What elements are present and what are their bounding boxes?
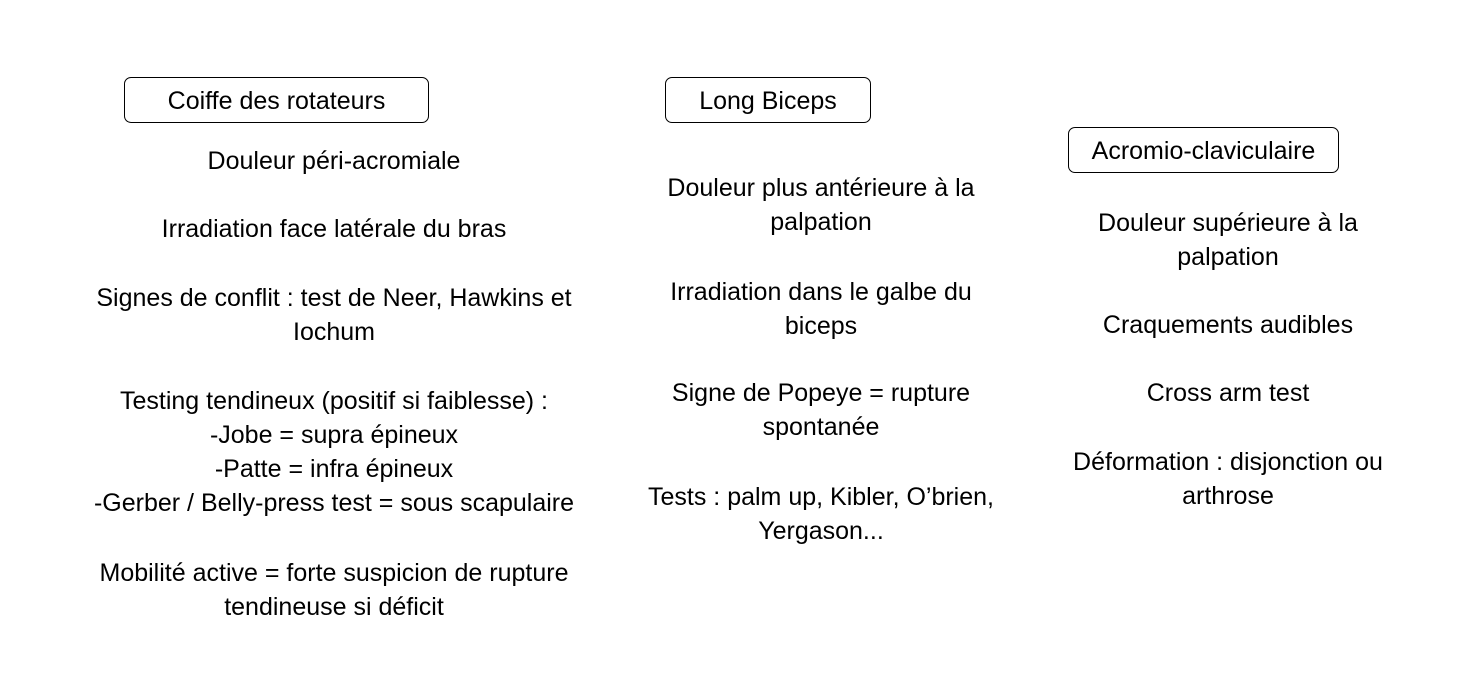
item-cross-arm-test: [1147, 376, 1310, 410]
text-line: -Patte = infra épineux: [214, 455, 454, 483]
text-line: Cross arm test: [1146, 379, 1310, 407]
text-line: Irradiation dans le galbe du: [670, 278, 972, 306]
text-line: Irradiation face latérale du bras: [161, 215, 507, 243]
text-line: biceps: [784, 312, 858, 340]
text-line: tendineuse si déficit: [224, 593, 444, 621]
text-line: arthrose: [1182, 482, 1274, 510]
text-line: Testing tendineux (positif si faiblesse) :: [120, 387, 548, 415]
item-testing-tendineux: [94, 384, 574, 520]
text-line: Tests : palm up, Kibler, O’brien,: [648, 483, 994, 511]
title-acromio-claviculaire: Acromio-claviculaire: [1068, 127, 1339, 173]
title-long-biceps: Long Biceps: [665, 77, 871, 123]
column-coiffe-des-rotateurs: [0, 0, 660, 690]
item-signes-de-conflit: [96, 281, 571, 349]
text-line: palpation: [770, 208, 872, 236]
text-line: Douleur supérieure à la: [1098, 209, 1358, 237]
text-line: Yergason...: [758, 517, 884, 545]
item-craquements-audibles: [1103, 308, 1353, 342]
text-line: -Jobe = supra épineux: [209, 421, 459, 449]
text-line: Mobilité active = forte suspicion de rupture: [99, 559, 569, 587]
item-douleur-peri-acromiale: [208, 144, 461, 178]
text-line: -Gerber / Belly-press test = sous scapulaire: [93, 489, 575, 517]
text-line: Craquements audibles: [1102, 311, 1354, 339]
text-line: Douleur péri-acromiale: [207, 147, 461, 175]
column-acromio-claviculaire: [1030, 0, 1470, 690]
text-line: Signe de Popeye = rupture: [671, 379, 971, 407]
item-deformation: [1073, 445, 1383, 513]
item-signe-de-popeye: [672, 376, 970, 444]
item-tests-palm-up: [648, 480, 994, 548]
column-long-biceps: [610, 0, 1030, 690]
text-line: spontanée: [762, 413, 880, 441]
item-mobilite-active: [100, 556, 569, 624]
title-coiffe-des-rotateurs: Coiffe des rotateurs: [124, 77, 429, 123]
item-irradiation-face-laterale: [162, 212, 507, 246]
item-douleur-plus-anterieure: [667, 171, 974, 239]
item-douleur-superieure: [1098, 206, 1358, 274]
item-irradiation-galbe-biceps: [670, 275, 972, 343]
text-line: Iochum: [293, 318, 375, 346]
text-line: palpation: [1177, 243, 1279, 271]
text-line: Signes de conflit : test de Neer, Hawkins et: [96, 284, 572, 312]
text-line: Douleur plus antérieure à la: [667, 174, 975, 202]
text-line: Déformation : disjonction ou: [1073, 448, 1383, 476]
